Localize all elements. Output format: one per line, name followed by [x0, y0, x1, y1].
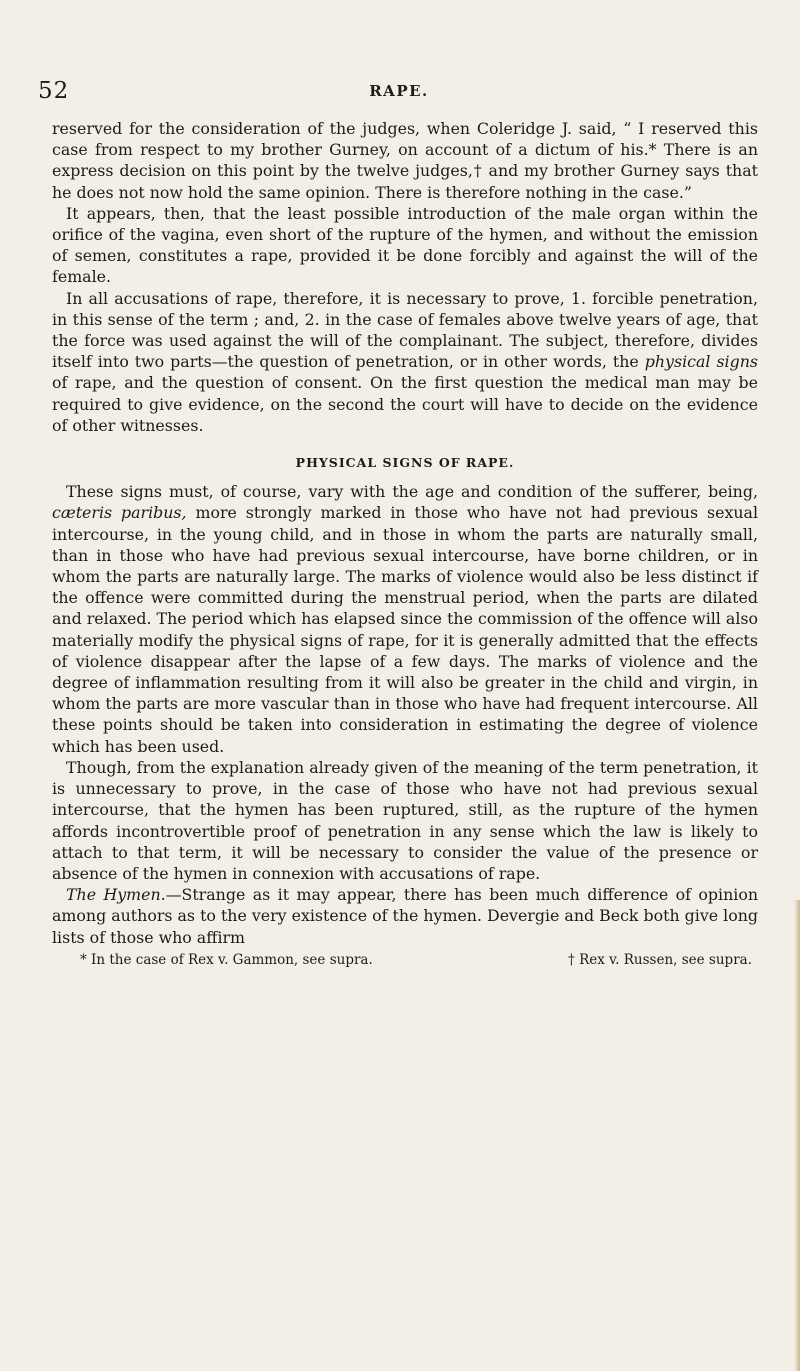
- text-segment: more strongly marked in those who have not had previous sexual intercourse, in the young child, and in those in whom the parts are naturally small, than in those who have had previous sexual intercourse, have borne children, or in whom the parts are naturally large. The marks of violence would also be less distinct if the offence were committed during the menstrual period, when the parts are dilated and relaxed. The period which has elapsed since the commission of the offence will also materially modify the physical signs of rape, for it is generally admitted that the effects of violence disappear after the lapse of a few days. The marks of violence and the degree of inflammation resulting from it will also be greater in the child and virgin, in whom the parts are more vascular than in those who have had frequent intercourse. All these points should be taken into consideration in estimating the degree of violence which has been used.: [52, 503, 758, 756]
- page-number: 52: [38, 78, 70, 104]
- footnotes: [52, 951, 758, 969]
- paragraph-accusations: [52, 288, 758, 436]
- italic-term: physical signs: [644, 352, 758, 372]
- paragraph-continuation: reserved for the consideration of the judges, when Coleridge J. said, “ I reserved this case from respect to my brother Gurney, on account of a dictum of his.* There is an express decision on this point by the twelve judges,† and my brother Gurney says that he does not now hold the same opinion. There is therefore nothing in the case.”: [52, 119, 758, 202]
- text-segment: These signs must, of course, vary with the age and condition of the sufferer, being,: [66, 482, 758, 502]
- footnote-1: * In the case of Rex v. Gammon, see supra.: [80, 951, 373, 968]
- footnote-2: † Rex v. Russen, see supra.: [568, 951, 752, 968]
- text-segment: —Strange as it may appear, there has been much difference of opinion among authors as to the very existence of the hymen. Devergie and Beck both give long lists of those who affirm: [52, 885, 759, 947]
- paragraph-penetration: It appears, then, that the least possible introduction of the male organ within the orifice of the vagina, even short of the rupture of the hymen, and without the emission of semen, constitutes a rape, provided it be done forcibly and against the will of the female.: [52, 203, 758, 287]
- italic-term: cæteris paribus,: [52, 503, 187, 523]
- paragraph-signs: [52, 481, 758, 757]
- italic-subheading: The Hymen.: [66, 885, 166, 905]
- body-text: [52, 118, 758, 969]
- paragraph-hymen: [52, 884, 758, 948]
- text-segment: of rape, and the question of consent. On the first question the medical man may be required to give evidence, on the second the court will have to decide on the evidence of other witnesses.: [52, 373, 758, 435]
- text-segment: In all accusations of rape, therefore, it is necessary to prove, 1. forcible penetration, in this sense of the term ; and, 2. in the case of females above twelve years of age, that the force was used against the will of the complainant. The subject, therefore, divides itself into two parts—the question of penetration, or in other words, the: [52, 288, 758, 372]
- paragraph-hymen-rupture: Though, from the explanation already given of the meaning of the term penetration, it is unnecessary to prove, in the case of those who have not had previous sexual intercourse, that the hymen has been ruptured, still, as the rupture of the hymen affords incontrovertible proof of penetration in any sense which the law is likely to attach to that term, it will be necessary to consider the value of the presence or absence of the hymen in connexion with accusations of rape.: [52, 757, 758, 883]
- page-header: [38, 78, 760, 108]
- section-heading: PHYSICAL SIGNS OF RAPE.: [295, 455, 515, 471]
- page-edge-shadow: [794, 900, 800, 1371]
- running-title: RAPE.: [369, 82, 429, 100]
